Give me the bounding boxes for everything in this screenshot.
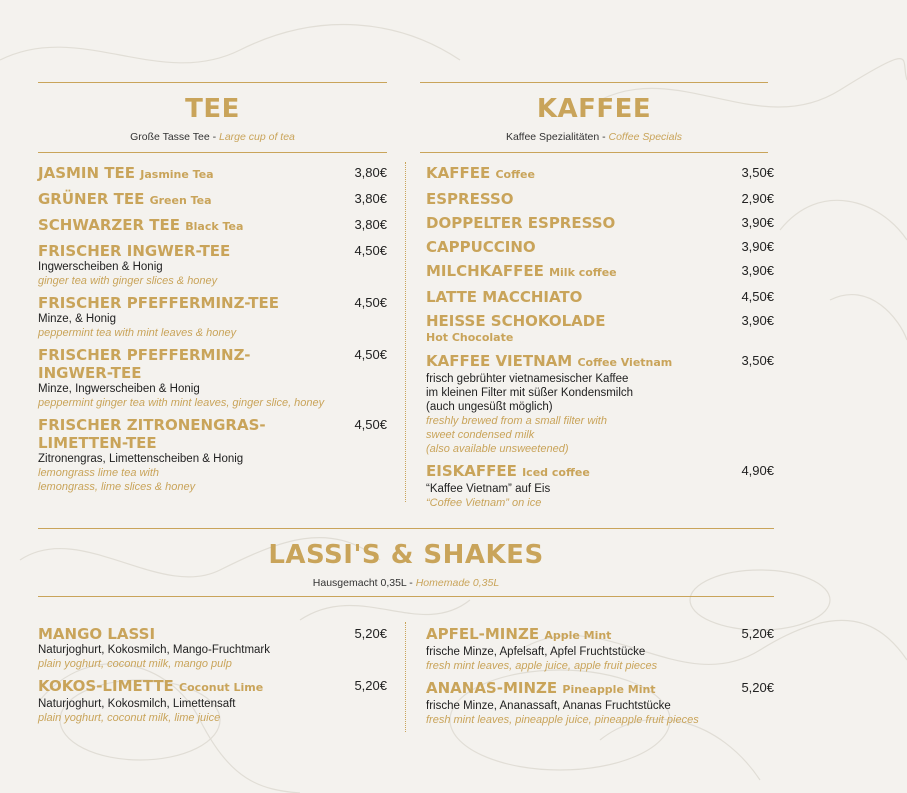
menu-item (426, 214, 774, 232)
item-desc-en: fresh mint leaves, apple juice, apple fruit pieces (426, 660, 658, 672)
item-en-name: Apple Mint (544, 629, 612, 642)
item-en-name: Coffee Vietnam (577, 356, 673, 369)
item-desc-de: im kleinen Filter mit süßer Kondensmilch (426, 387, 634, 399)
item-en-name: Pineapple Mint (562, 683, 656, 696)
divider-tee-sub (38, 152, 387, 153)
item-price: 3,90€ (741, 313, 774, 328)
item-name: EISKAFFEE (426, 462, 517, 480)
menu-item (38, 346, 387, 410)
item-name: APFEL-MINZE (426, 625, 540, 643)
item-desc-de: Zitronengras, Limettenscheiben & Honig (38, 453, 244, 465)
item-desc-en: “Coffee Vietnam” on ice (426, 497, 542, 509)
lassi-left-list (38, 625, 387, 731)
item-en-name: Hot Chocolate (426, 331, 514, 344)
item-desc-en: sweet condensed milk (426, 429, 535, 441)
item-price: 4,90€ (741, 463, 774, 478)
divider-kaffee-sub (420, 152, 768, 153)
item-en-name: Jasmine Tea (140, 168, 214, 181)
item-desc-en: peppermint tea with mint leaves & honey (38, 327, 237, 339)
item-en-name: Green Tea (149, 194, 212, 207)
kaffee-list (426, 164, 774, 516)
item-price: 3,90€ (741, 215, 774, 230)
menu-item (426, 262, 774, 282)
item-name: FRISCHER INGWER-TEE (38, 242, 231, 260)
item-name: FRISCHER PFEFFERMINZ-TEE (38, 294, 279, 312)
item-price: 5,20€ (741, 626, 774, 641)
item-desc-de: Naturjoghurt, Kokosmilch, Mango-Fruchtmark (38, 644, 270, 656)
item-price: 2,90€ (741, 191, 774, 206)
item-name: SCHWARZER TEE (38, 216, 181, 234)
item-price: 3,50€ (741, 353, 774, 368)
tee-subtitle-de: Große Tasse Tee - (130, 131, 219, 143)
item-name: LATTE MACCHIATO (426, 288, 583, 306)
item-desc-de: Ingwerscheiben & Honig (38, 261, 163, 273)
lassi-subtitle-de: Hausgemacht 0,35L - (312, 577, 416, 589)
item-desc-de: “Kaffee Vietnam” auf Eis (426, 483, 551, 495)
menu-item (38, 242, 387, 288)
item-desc-de: frisch gebrühter vietnamesischer Kaffee (426, 373, 629, 385)
lassi-subtitle (38, 577, 774, 589)
item-price: 5,20€ (741, 680, 774, 695)
item-name: FRISCHER PFEFFERMINZ-INGWER-TEE (38, 346, 251, 382)
item-name: KAFFEE VIETNAM (426, 352, 573, 370)
menu-item (38, 190, 387, 210)
item-desc-en: fresh mint leaves, pineapple juice, pineapple fruit pieces (426, 714, 699, 726)
item-desc-en: (also available unsweetened) (426, 443, 569, 455)
column-divider-top (405, 162, 406, 502)
item-desc-en-2: lemongrass, lime slices & honey (38, 481, 196, 493)
tee-subtitle (38, 131, 387, 143)
item-desc-en: peppermint ginger tea with mint leaves, ginger slice, honey (38, 397, 325, 409)
item-name: MANGO LASSI (38, 625, 156, 643)
kaffee-title: KAFFEE (536, 94, 652, 124)
menu-item (426, 679, 774, 727)
item-price: 3,80€ (354, 191, 387, 206)
column-divider-bottom (405, 622, 406, 732)
menu-item (426, 238, 774, 256)
item-desc-de: (auch ungesüßt möglich) (426, 401, 553, 413)
divider-top-left (38, 82, 387, 83)
item-price: 3,90€ (741, 239, 774, 254)
item-desc-de: Minze, & Honig (38, 313, 116, 325)
lassi-right-list (426, 625, 774, 733)
item-desc-en: ginger tea with ginger slices & honey (38, 275, 218, 287)
menu-item (38, 416, 387, 494)
item-price: 5,20€ (354, 678, 387, 693)
menu-item (426, 288, 774, 306)
item-desc-en: lemongrass lime tea with (38, 467, 160, 479)
menu-item (38, 677, 387, 725)
item-price: 4,50€ (741, 289, 774, 304)
lassi-subtitle-en: Homemade 0,35L (415, 577, 500, 589)
item-price: 3,80€ (354, 217, 387, 232)
item-price: 3,90€ (741, 263, 774, 278)
menu-item (38, 216, 387, 236)
lassi-title: LASSI'S & SHAKES (268, 540, 544, 570)
divider-top-right (420, 82, 768, 83)
item-price: 4,50€ (354, 243, 387, 258)
item-desc-en: plain yoghurt, coconut milk, lime juice (38, 712, 221, 724)
item-name: MILCHKAFFEE (426, 262, 544, 280)
divider-lassi-top (38, 528, 774, 529)
item-en-name: Milk coffee (549, 266, 617, 279)
tee-subtitle-en: Large cup of tea (219, 131, 295, 143)
kaffee-subtitle (420, 131, 768, 143)
menu-item (426, 164, 774, 184)
menu-item (426, 352, 774, 456)
item-price: 5,20€ (354, 626, 387, 641)
menu-item (38, 164, 387, 184)
item-name: KOKOS-LIMETTE (38, 677, 174, 695)
item-desc-de: Naturjoghurt, Kokosmilch, Limettensaft (38, 698, 236, 710)
menu-item (38, 625, 387, 671)
item-name: ANANAS-MINZE (426, 679, 558, 697)
item-name: DOPPELTER ESPRESSO (426, 214, 616, 232)
item-desc-en: plain yoghurt, coconut milk, mango pulp (38, 658, 232, 670)
item-name: JASMIN TEE (38, 164, 136, 182)
menu-item (426, 312, 774, 346)
item-en-name: Iced coffee (522, 466, 590, 479)
menu-item (426, 190, 774, 208)
tee-list (38, 164, 387, 500)
item-price: 4,50€ (354, 295, 387, 310)
item-name: FRISCHER ZITRONENGRAS-LIMETTEN-TEE (38, 416, 266, 452)
menu-item (426, 462, 774, 510)
item-en-name: Black Tea (185, 220, 244, 233)
item-name: ESPRESSO (426, 190, 514, 208)
item-name: GRÜNER TEE (38, 190, 145, 208)
item-price: 3,50€ (741, 165, 774, 180)
item-price: 4,50€ (354, 347, 387, 362)
item-price: 3,80€ (354, 165, 387, 180)
item-price: 4,50€ (354, 417, 387, 432)
kaffee-subtitle-de: Kaffee Spezialitäten - (505, 131, 609, 143)
kaffee-subtitle-en: Coffee Specials (608, 131, 683, 143)
item-en-name: Coffee (495, 168, 535, 181)
item-name: HEISSE SCHOKOLADE (426, 312, 606, 330)
item-desc-de: Minze, Ingwerscheiben & Honig (38, 383, 200, 395)
item-desc-de: frische Minze, Ananassaft, Ananas Fruchtstücke (426, 700, 671, 712)
item-desc-de: frische Minze, Apfelsaft, Apfel Fruchtstücke (426, 646, 646, 658)
menu-item (38, 294, 387, 340)
menu-item (426, 625, 774, 673)
item-desc-en: freshly brewed from a small filter with (426, 415, 607, 427)
tee-title: TEE (185, 94, 240, 124)
divider-lassi-sub (38, 596, 774, 597)
item-name: CAPPUCCINO (426, 238, 536, 256)
item-name: KAFFEE (426, 164, 491, 182)
item-en-name: Coconut Lime (179, 681, 264, 694)
